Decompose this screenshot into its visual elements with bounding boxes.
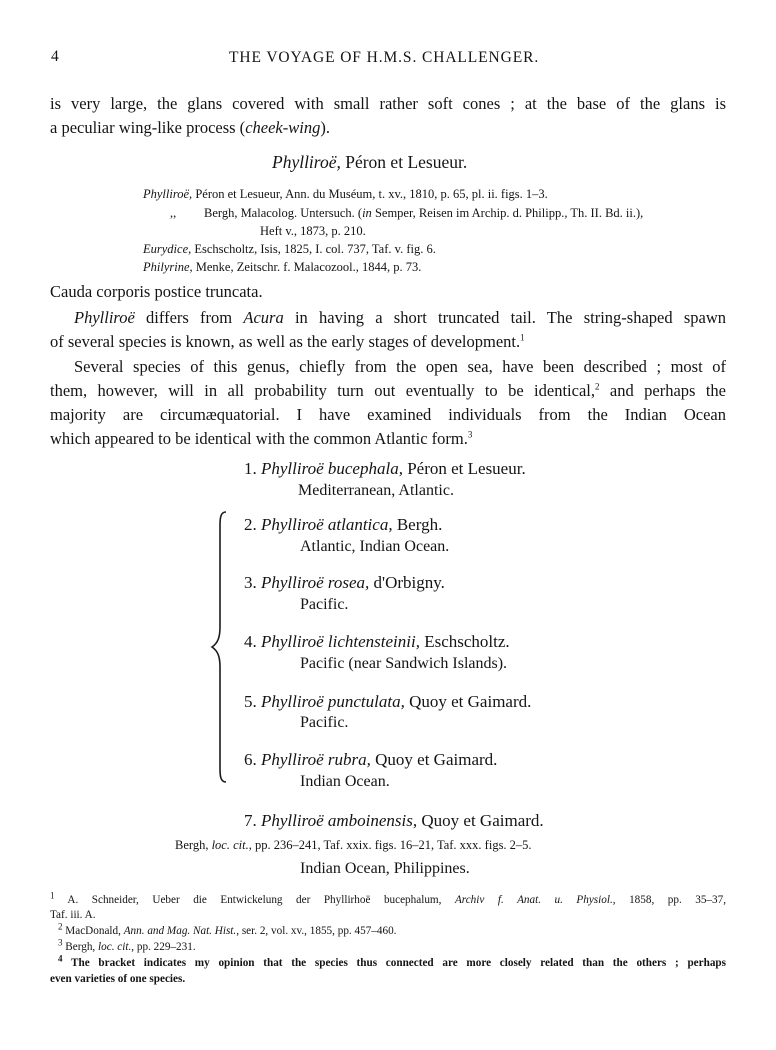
genus-name: Phylliroë, (272, 152, 341, 172)
bergh-reference: Bergh, loc. cit., pp. 236–241, Taf. xxix. figs. 16–21, Taf. xxx. figs. 2–5. (175, 838, 532, 852)
species-locality: Indian Ocean. (300, 773, 390, 790)
species-locality: Pacific (near Sandwich Islands). (300, 655, 508, 672)
intro-line-2: a peculiar wing-like process (cheek-wing). (50, 118, 330, 137)
species-entry: 1. Phylliroë bucephala, Péron et Lesueur. (244, 459, 526, 478)
species-entry: 2. Phylliroë atlantica, Bergh. (244, 515, 443, 534)
footnote-ref: 2 (594, 381, 600, 392)
species-locality: Indian Ocean, Philippines. (300, 860, 470, 877)
species-locality: Pacific. (300, 714, 349, 731)
synonymy-entry: Phylliroë, Péron et Lesueur, Ann. du Muséum, t. xv., 1810, p. 65, pl. ii. figs. 1–3. (143, 187, 548, 201)
species-entry: 5. Phylliroë punctulata, Quoy et Gaimard. (244, 692, 532, 711)
footnote-4-continuation: even varieties of one species. (50, 973, 186, 985)
footnote-2: $^2$ MacDonald, Ann. and Mag. Nat. Hist., ser. 2, vol. xv., 1855, pp. 457–460. (58, 921, 397, 937)
diagnosis: Cauda corporis postice truncata. (50, 282, 263, 301)
footnote-1: $^1$ A. Schneider, Ueber die Entwickelung der Phyllirhoë bucephalum, Archiv f. Anat. u. Physiol., 1858, pp. 35–37, (50, 890, 727, 906)
paragraph-2-line-3: majority are circumæquatorial. I have examined individuals from the Indian Ocean (50, 405, 726, 424)
running-title: THE VOYAGE OF H.M.S. CHALLENGER. (229, 49, 540, 66)
species-entry: 3. Phylliroë rosea, d'Orbigny. (244, 573, 445, 592)
genus-authority: Péron et Lesueur. (345, 152, 468, 172)
bracket-path (212, 512, 226, 782)
footnote-1-continuation: Taf. iii. A. (50, 909, 96, 921)
footnote-3: $^3$ Bergh, loc. cit., pp. 229–231. (58, 937, 196, 953)
footnote-4: $^4$ The bracket indicates my opinion that the species thus connected are more closely related than the others ; perhaps (58, 953, 726, 969)
species-entry: 4. Phylliroë lichtensteinii, Eschscholtz. (244, 632, 510, 651)
footnote-ref: 3 (467, 429, 473, 440)
footnote-ref: 1 (520, 332, 525, 343)
paragraph-1-line-1: Phylliroë differs from Acura in having a short truncated tail. The string-shaped spawn (74, 308, 727, 327)
species-group-bracket (208, 507, 238, 787)
species-locality: Pacific. (300, 596, 349, 613)
synonymy-ditto-mark: ,, (170, 206, 177, 220)
synonymy-entry-continuation: Heft v., 1873, p. 210. (260, 224, 366, 238)
genus-heading (272, 152, 467, 173)
species-entry: 7. Phylliroë amboinensis, Quoy et Gaimard. (244, 811, 544, 830)
paragraph-2-line-1: Several species of this genus, chiefly from the open sea, have been described ; most of (74, 357, 726, 376)
synonymy-entry: Philyrine, Menke, Zeitschr. f. Malacozool., 1844, p. 73. (143, 260, 422, 274)
paragraph-2-line-2: them, however, will in all probability turn out eventually to be identical,$^2$ and perhaps the (50, 381, 726, 400)
intro-line-1: is very large, the glans covered with small rather soft cones ; at the base of the glans is (50, 94, 726, 113)
paragraph-2-line-4: which appeared to be identical with the common Atlantic form.$^3$ (50, 429, 473, 448)
species-locality: Mediterranean, Atlantic. (298, 482, 454, 499)
synonymy-entry: Eurydice, Eschscholtz, Isis, 1825, I. col. 737, Taf. v. fig. 6. (143, 242, 436, 256)
page-number: 4 (51, 48, 59, 65)
synonymy-entry: Bergh, Malacolog. Untersuch. (in Semper, Reisen im Archip. d. Philipp., Th. II. Bd. ii.), (204, 206, 644, 220)
species-locality: Atlantic, Indian Ocean. (300, 538, 450, 555)
species-entry: 6. Phylliroë rubra, Quoy et Gaimard. (244, 750, 498, 769)
paragraph-1-line-2: of several species is known, as well as the early stages of development.$^1$ (50, 332, 525, 351)
